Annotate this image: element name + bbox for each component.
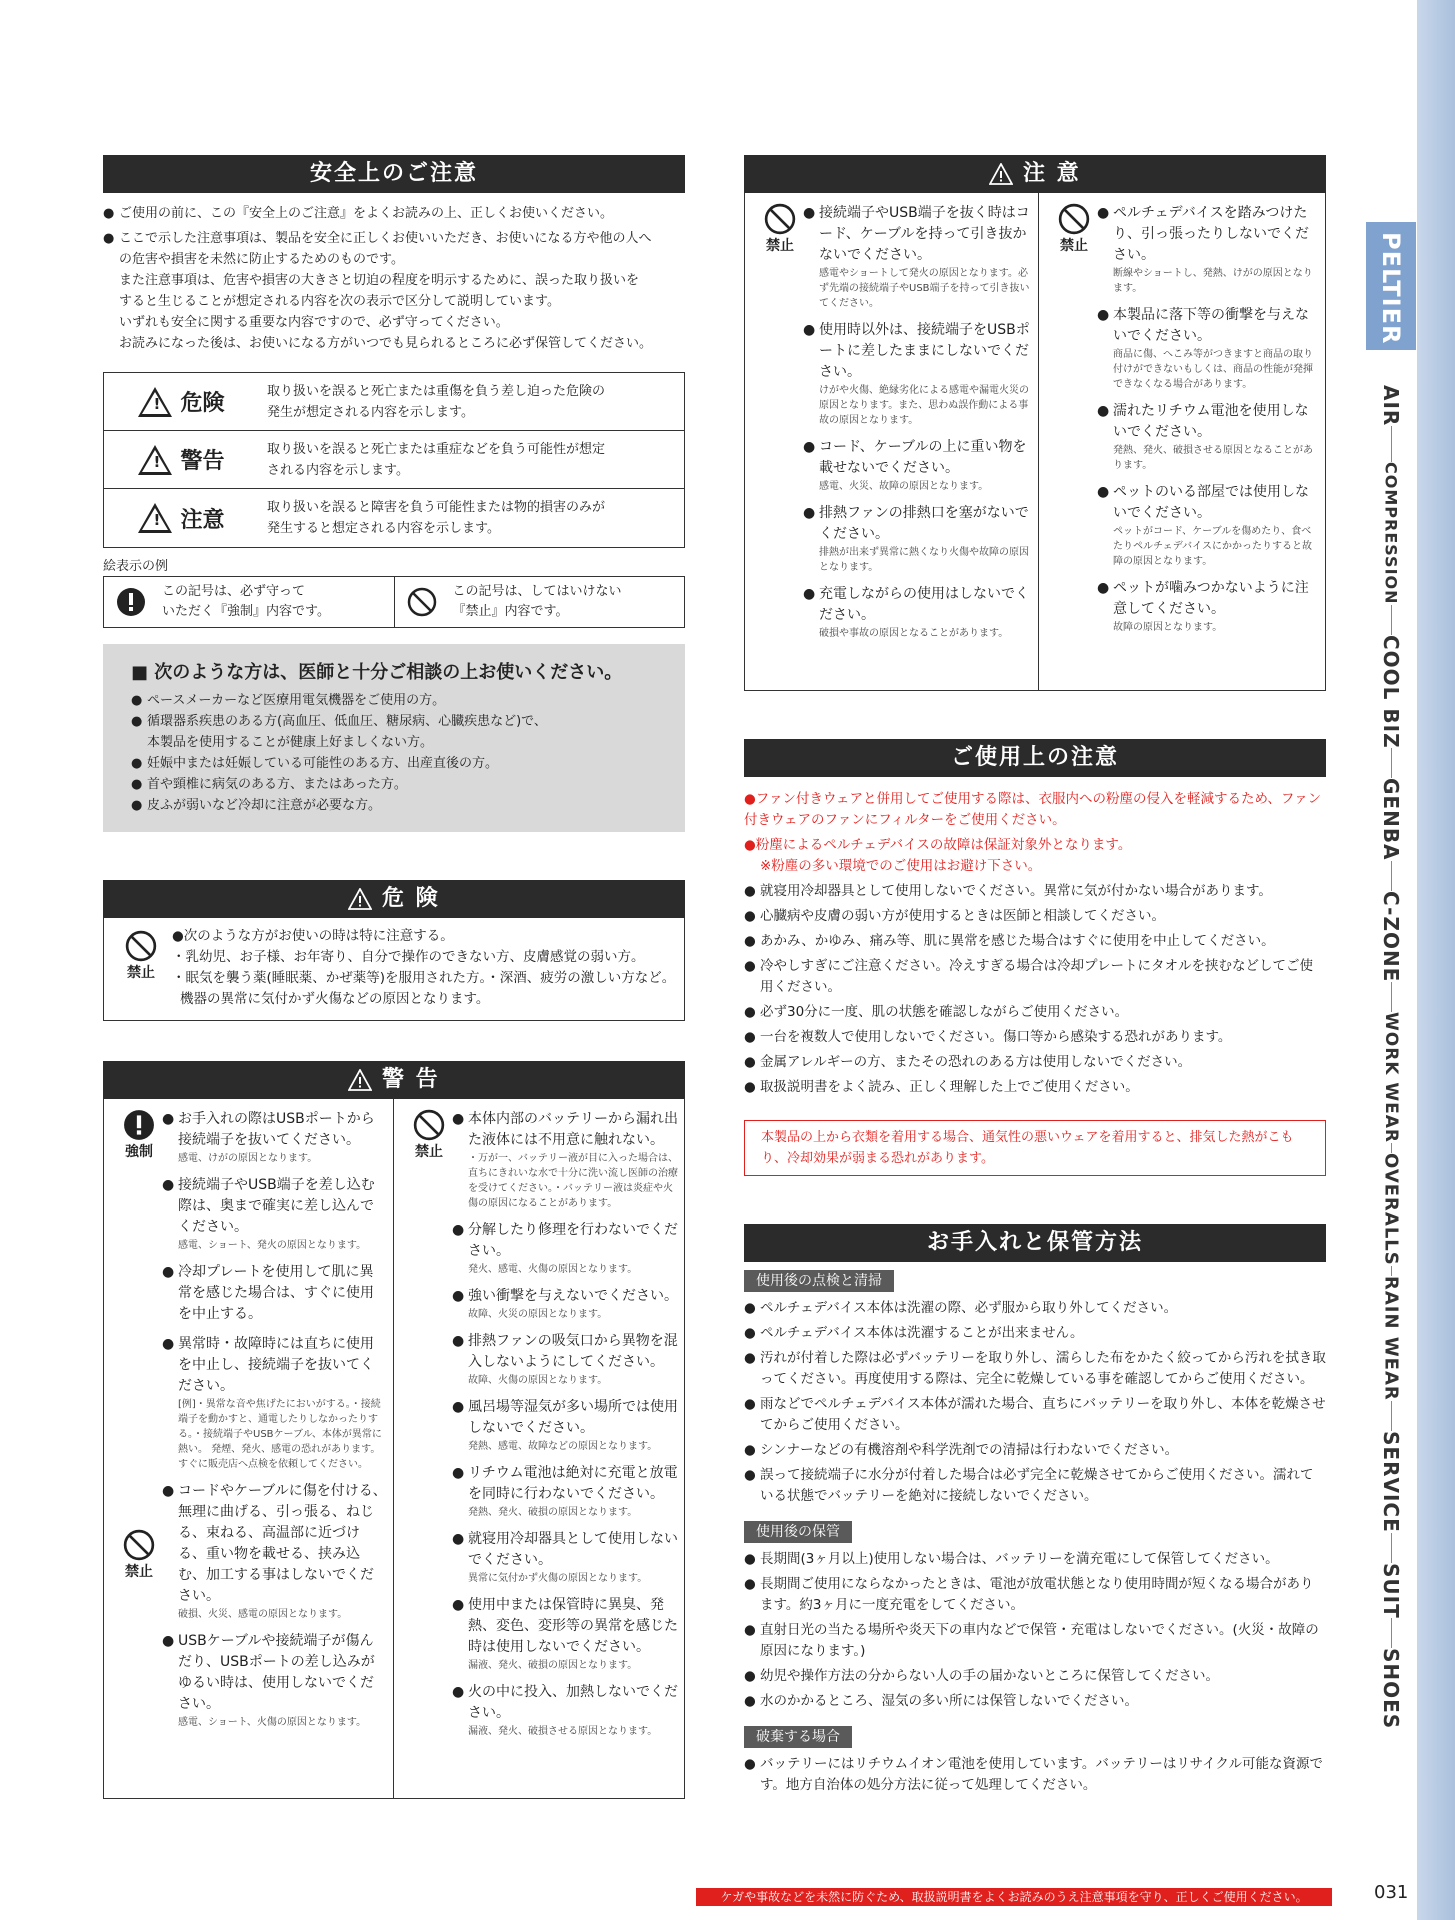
warning-triangle-icon: ! bbox=[138, 503, 172, 533]
nav-peltier[interactable]: PELTIER bbox=[1377, 232, 1405, 345]
usage-red-1: ●ファン付きウェアと併用してご使用する際は、衣服内への粉塵の侵入を軽減するため、ファン付きウェアのファンにフィルターをご使用ください。 bbox=[744, 791, 1322, 828]
level-row-danger: ! 危険 取り扱いを誤ると死亡または重傷を負う差し迫った危険の 発生が想定される内容を示します。 bbox=[104, 373, 684, 431]
care-sub-2: 使用後の保管 bbox=[744, 1521, 852, 1543]
safety-intro-1: ● ご使用の前に、この『安全上のご注意』をよくお読みの上、正しくお使いください。 bbox=[103, 203, 685, 224]
nav-shoes[interactable]: SHOES bbox=[1379, 1648, 1403, 1730]
nav-workwear[interactable]: WORK WEAR bbox=[1381, 1012, 1401, 1144]
warning-box bbox=[103, 1099, 685, 1799]
level-row-warning: ! 警告 取り扱いを誤ると死亡または重症などを負う可能性が想定 される内容を示します。 bbox=[104, 431, 684, 489]
warning-left: 強制 禁止 ● お手入れの際はUSBポートから接続端子を抜いてください。 感電、けがの原因となります。 ● 接続端子やUSB端子を差し込む際は、奥まで確実に差し込んでください。 感電、ショート、発火の原因となります。 ● 冷却プレートを使用して肌に異常を感じた場合は、すぐに使用を中止する。 ● 異常時・故障時には直ちに使用を中止し、接続端子を抜いてください。 [例]・異常な音や焦げたにおいがする。・接続端子を動かすと、通電したりしなかったりする。・接続端子やUSBケーブル、本体が異常に熱い。 発煙、発火、感電の恐れがあります。すぐに販売店へ点検を依頼してください。 ● コードやケーブルに傷を付ける、無理に曲げる、引っ張る、ねじる、束ねる、高温部に近づける、重い物を載せる、挟み込む、加工する事はしないでください。 破損、火災、感電の原因となります。 ● USBケーブルや接続端子が傷んだり、USBポートの差し込みがゆるい時は、使用しないでください。 感電、ショート、火傷の原因となります。 bbox=[104, 1099, 394, 1798]
level-row-caution: ! 注意 取り扱いを誤ると障害を負う可能性または物的損害のみが 発生すると想定される内容を示します。 bbox=[104, 489, 684, 547]
usage-list: ●ファン付きウェアと併用してご使用する際は、衣服内への粉塵の侵入を軽減するため、ファン付きウェアのファンにフィルターをご使用ください。 ●粉塵によるペルチェデバイスの故障は保証対象外となります。 ※粉塵の多い環境でのご使用はお避け下さい。 ● 就寝用冷却器具として使用しないでください。異常に気が付かない場合があります。 ● 心臓病や皮膚の弱い方が使用するときは医師と相談してください。 ● あかみ、かゆみ、痛み等、肌に異常を感じた場合はすぐに使用を中止してください。 ● 冷やしすぎにご注意ください。冷えすぎる場合は冷却プレートにタオルを挟むなどしてご使用ください。 ● 必ず30分に一度、肌の状態を確認しながらご使用ください。 ● 一台を複数人で使用しないでください。傷口等から感染する恐れがあります。 ● 金属アレルギーの方、またその恐れのある方は使用しないでください。 ● 取扱説明書をよく読み、正しく理解した上でご使用ください。 bbox=[744, 777, 1326, 1098]
prohibit-icon bbox=[413, 1109, 445, 1141]
nav-rainwear[interactable]: RAIN WEAR bbox=[1380, 1276, 1402, 1401]
care-section: 使用後の点検と清掃 ● ペルチェデバイス本体は洗濯の際、必ず服から取り外してください。 ● ペルチェデバイス本体は洗濯することが出来ません。 ● 汚れが付着した際は必ずバッテリーを取り外し、濡らした布をかたく絞ってから汚れを拭き取ってください。再度使用する際は、完全に乾燥している事を確認してからご使用ください。 ● 雨などでペルチェデバイス本体が濡れた場合、直ちにバッテリーを取り外し、本体を乾燥させてからご使用ください。 ● シンナーなどの有機溶剤や科学洗剤での清掃は行わないでください。 ● 誤って接続端子に水分が付着した場合は必ず完全に乾燥させてからご使用ください。濡れている状態でバッテリーを絶対に接続しないでください。 使用後の保管 ● 長期間(3ヶ月以上)使用しない場合は、バッテリーを満充電にして保管してください。 ● 長期間ご使用にならなかったときは、電池が放電状態となり使用時間が短くなる場合があります。約3ヶ月に一度充電をしてください。 ● 直射日光の当たる場所や炎天下の車内などで保管・充電はしないでください。(火災・故障の原因になります。) ● 幼児や操作方法の分からない人の手の届かないところに保管してください。 ● 水のかかるところ、湿気の多い所には保管しないでください。 破棄する場合 ● バッテリーにはリチウムイオン電池を使用しています。バッテリーはリサイクル可能な資源です。地方自治体の処分方法に従って処理してください。 bbox=[744, 1262, 1326, 1796]
warning-right: 禁止 ● 本体内部のバッテリーから漏れ出た液体には不用意に触れない。 ・万が一、バッテリー液が目に入った場合は、直ちにきれいな水で十分に洗い流し医師の治療を受けてください。・バッテリー液は炎症や火傷の原因になることがあります。 ● 分解したり修理を行わないでください。 発火、感電、火傷の原因となります。 ● 強い衝撃を与えないでください。 故障、火災の原因となります。 ● 排熱ファンの吸気口から異物を混入しないようにしてください。 故障、火傷の原因となります。 ● 風呂場等湿気が多い場所では使用しないでください。 発熱、感電、故障などの原因となります。 ● リチウム電池は絶対に充電と放電を同時に行わないでください。 発熱、発火、破損の原因となります。 ● 就寝用冷却器具として使用しないでください。 異常に気付かず火傷の原因となります。 ● 使用中または保管時に異臭、発熱、変色、変形等の異常を感じた時は使用しないでください。 漏液、発火、破損の原因となります。 ● 火の中に投入、加熱しないでください。 漏液、発火、破損させる原因となります。 bbox=[394, 1099, 684, 1798]
mandatory-icon bbox=[116, 587, 146, 617]
warning-triangle-icon: ! bbox=[138, 445, 172, 475]
usage-redbox: 本製品の上から衣類を着用する場合、通気性の悪いウェアを着用すると、排気した熱がこもり、冷却効果が弱まる恐れがあります。 bbox=[744, 1120, 1326, 1176]
nav-service[interactable]: SERVICE bbox=[1379, 1430, 1403, 1533]
warning-triangle-icon bbox=[348, 888, 372, 910]
caution-left: 禁止 ● 接続端子やUSB端子を抜く時はコード、ケーブルを持って引き抜かないでください。 感電やショートして発火の原因となります。必ず先端の接続端子やUSB端子を持って引き抜いてください。 ● 使用時以外は、接続端子をUSBポートに差したままにしないでください。 けがや火傷、絶縁劣化による感電や漏電火災の原因となります。また、思わぬ誤作動による事故の原因となります。 ● コード、ケーブルの上に重い物を載せないでください。 感電、火災、故障の原因となります。 ● 排熱ファンの排熱口を塞がないでください。 排熱が出来ず異常に熱くなり火傷や故障の原因となります。 ● 充電しながらの使用はしないでください。 破損や事故の原因となることがあります。 bbox=[745, 193, 1039, 690]
warning-triangle-icon bbox=[348, 1069, 372, 1091]
prohibit-icon bbox=[123, 1529, 155, 1561]
care-sub-1: 使用後の点検と清掃 bbox=[744, 1270, 894, 1292]
hazard-level-table bbox=[103, 372, 685, 548]
consult-title: ■ 次のような方は、医師と十分ご相談の上お使いください。 bbox=[131, 662, 623, 683]
care-title: お手入れと保管方法 bbox=[744, 1224, 1326, 1262]
example-label: 絵表示の例 bbox=[103, 559, 169, 574]
caution-header: 注 意 bbox=[744, 155, 1326, 193]
footer-notice: ケガや事故などを未然に防ぐため、取扱説明書をよくお読みのうえ注意事項を守り、正しくご使用ください。 bbox=[696, 1888, 1332, 1906]
usage-red-2: ●粉塵によるペルチェデバイスの故障は保証対象外となります。 bbox=[744, 837, 1132, 853]
care-sub-3: 破棄する場合 bbox=[744, 1726, 852, 1748]
nav-compression[interactable]: COMPRESSION bbox=[1381, 462, 1401, 605]
side-nav bbox=[1368, 232, 1414, 344]
danger-box: 禁止 ●次のような方がお使いの時は特に注意する。 ・乳幼児、お子様、お年寄り、自分で操作のできない方、皮膚感覚の弱い方。 ・眠気を襲う薬(睡眠薬、かぜ薬等)を服用された方。・深酒、疲労の激しい方など。 機器の異常に気付かず火傷などの原因となります。 bbox=[103, 918, 685, 1021]
left-column bbox=[103, 155, 685, 1799]
right-column bbox=[744, 155, 1326, 1796]
warning-triangle-icon bbox=[989, 163, 1013, 185]
prohibit-icon bbox=[764, 203, 796, 235]
danger-header: 危 険 bbox=[103, 880, 685, 918]
nav-air[interactable]: AIR bbox=[1379, 385, 1403, 427]
safety-intro-2: ● ここで示した注意事項は、製品を安全に正しくお使いいただき、お使いになる方や他の人へ の危害や損害を未然に防止するためのものです。 また注意事項は、危害や損害の大きさと切迫の程度を明示するために、誤った取り扱いを すると生じることが想定される内容を次の表示で区分して説明しています。 いずれも安全に関する重要な内容ですので、必ず守ってください。 お読みになった後は、お使いになる方がいつでも見られるところに必ず保管してください。 bbox=[103, 228, 685, 354]
nav-coolbiz[interactable]: COOL BIZ bbox=[1379, 634, 1403, 749]
usage-red-3: ※粉塵の多い環境でのご使用はお避け下さい。 bbox=[760, 858, 1042, 874]
safety-title: 安全上のご注意 bbox=[103, 155, 685, 193]
prohibit-icon bbox=[125, 930, 157, 962]
nav-overalls[interactable]: OVERALLS bbox=[1380, 1153, 1402, 1267]
prohibit-icon bbox=[1058, 203, 1090, 235]
side-gradient-bar bbox=[1417, 0, 1455, 1920]
nav-czone[interactable]: C-ZONE bbox=[1379, 890, 1403, 983]
mandatory-icon bbox=[123, 1109, 155, 1141]
warning-header: 警 告 bbox=[103, 1061, 685, 1099]
caution-right: 禁止 ● ペルチェデバイスを踏みつけたり、引っ張ったりしないでください。 断線やショートし、発熱、けがの原因となります。 ● 本製品に落下等の衝撃を与えないでください。 商品に傷、へこみ等がつきますと商品の取り付けができないもしくは、商品の性能が発揮できなくなる場合があります。 ● 濡れたリチウム電池を使用しないでください。 発熱、発火、破損させる原因となることがあります。 ● ペットのいる部屋では使用しないでください。 ペットがコード、ケーブルを傷めたり、食べたりペルチェデバイスにかかったりすると故障の原因となります。 ● ペットが噛みつかないように注意してください。 故障の原因となります。 bbox=[1039, 193, 1325, 690]
warning-triangle-icon: ! bbox=[138, 387, 172, 417]
page-number: 031 bbox=[1374, 1882, 1409, 1903]
nav-genba[interactable]: GENBA bbox=[1379, 778, 1403, 861]
usage-title: ご使用上の注意 bbox=[744, 739, 1326, 777]
prohibit-icon bbox=[407, 587, 437, 617]
nav-suit[interactable]: SUIT bbox=[1379, 1562, 1403, 1619]
caution-box bbox=[744, 193, 1326, 691]
consult-box: ■ 次のような方は、医師と十分ご相談の上お使いください。 ● ペースメーカーなど医療用電気機器をご使用の方。 ● 循環器系疾患のある方(高血圧、低血圧、糖尿病、心臓疾患など)で、 本製品を使用することが健康上好ましくない方。 ● 妊娠中または妊娠している可能性のある方、出産直後の方。 ● 首や頸椎に病気のある方、またはあった方。 ● 皮ふが弱いなど冷却に注意が必要な方。 bbox=[103, 644, 685, 832]
symbol-examples: この記号は、必ず守って いただく『強制』内容です。 この記号は、してはいけない 『禁止』内容です。 bbox=[103, 576, 685, 628]
side-nav-list bbox=[1368, 385, 1414, 1730]
